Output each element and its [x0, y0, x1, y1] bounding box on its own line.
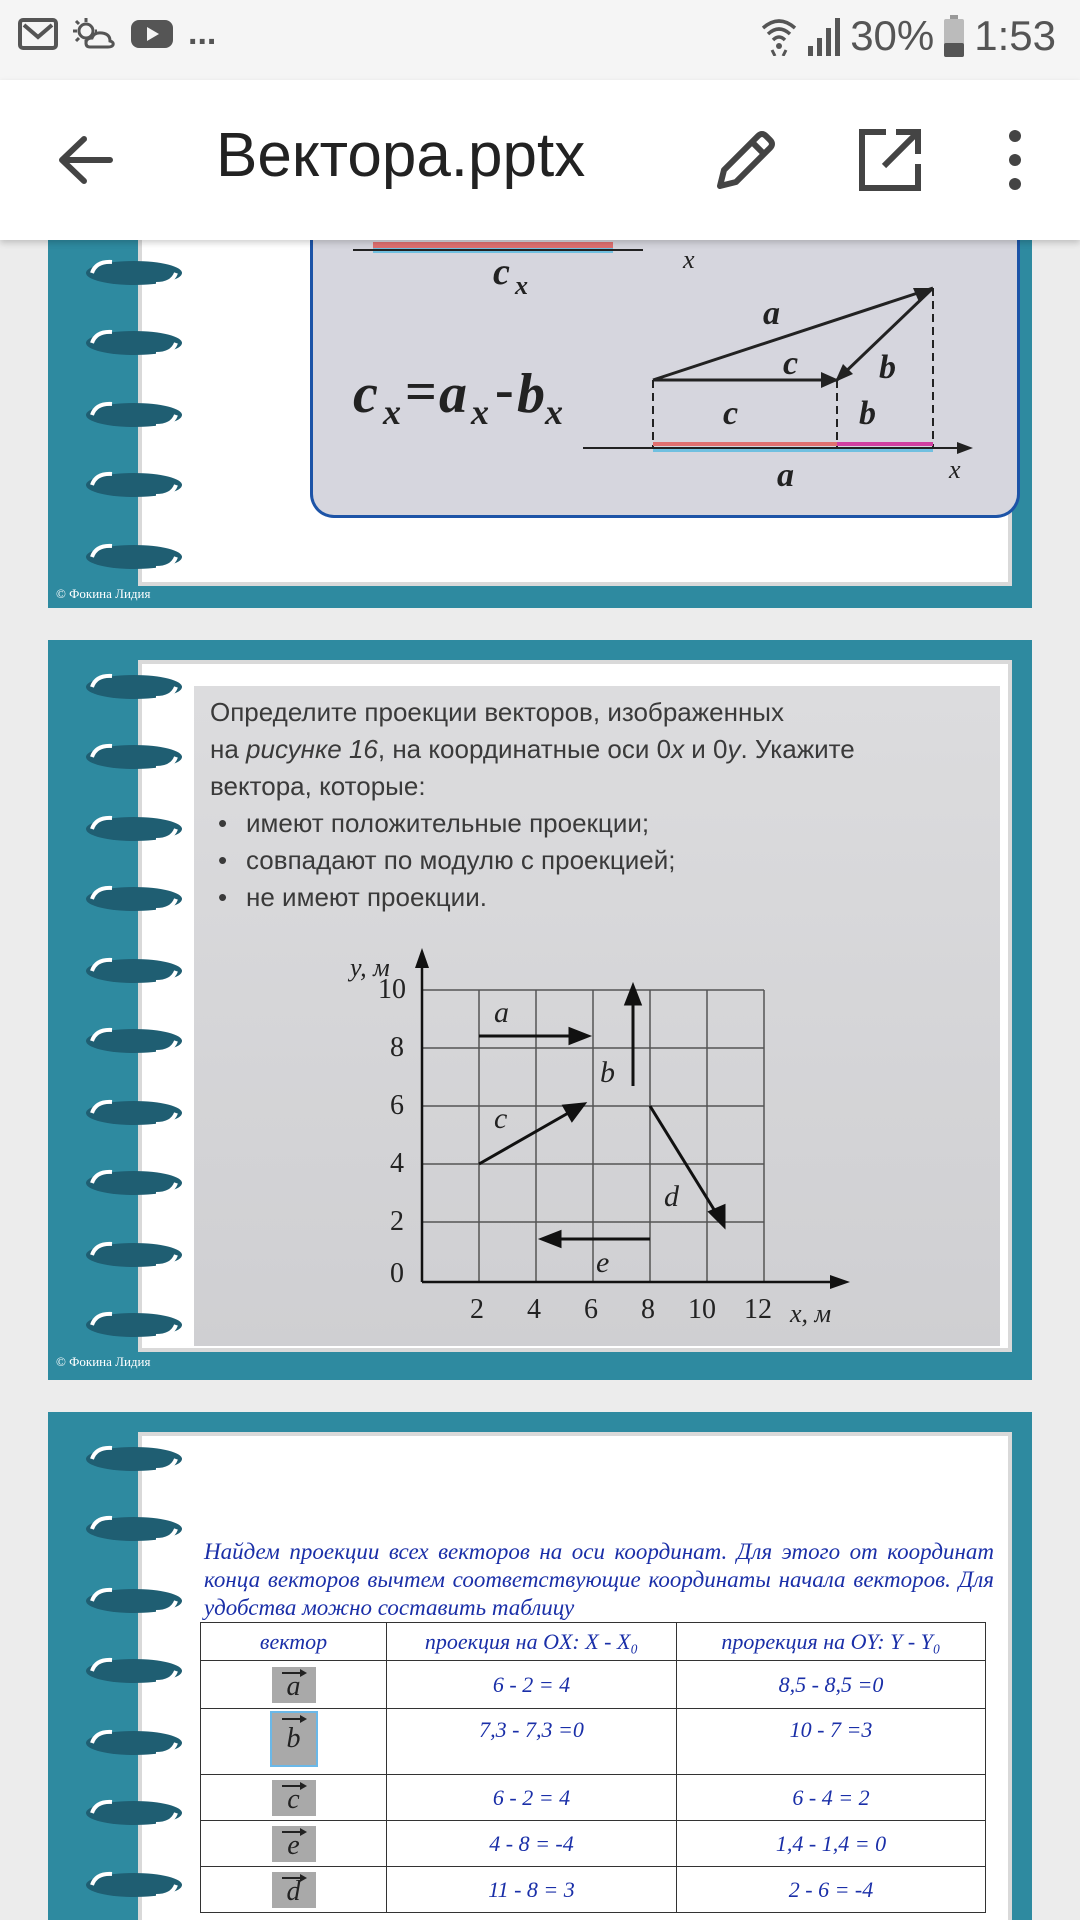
formula-c-sub: x — [383, 392, 401, 432]
binder-ring-icon — [82, 812, 186, 846]
y-tick: 8 — [390, 1032, 404, 1063]
vector-label-d: d — [664, 1180, 679, 1213]
battery-percent: 30% — [850, 12, 935, 59]
label-a: a — [763, 295, 780, 332]
cell-ox: 6 - 2 = 4 — [387, 1661, 677, 1709]
formula-eq: = — [405, 361, 437, 423]
table-row — [201, 1867, 986, 1913]
signal-icon — [806, 16, 842, 56]
table-row — [201, 1709, 986, 1775]
y-tick: 0 — [390, 1258, 404, 1289]
task-bullet: • совпадают по модулю с проекцией; — [210, 842, 990, 879]
slide-3[interactable] — [48, 1412, 1032, 1920]
binder-ring-icon — [82, 1308, 186, 1342]
status-right — [760, 12, 1056, 60]
slide-2-copyright: © Фокина Лидия — [56, 1354, 151, 1369]
formula-minus: - — [495, 359, 514, 421]
header-oy: прорекция на OY: Y - Y₀ — [677, 1623, 986, 1661]
slide-1[interactable] — [48, 240, 1032, 608]
clock: 1:53 — [974, 12, 1056, 59]
x-tick: 12 — [744, 1294, 772, 1325]
binder-ring-icon — [82, 1024, 186, 1058]
y-tick: 6 — [390, 1090, 404, 1121]
slides-scroll-area[interactable] — [0, 240, 1080, 1920]
task-line-2: на рисунке 16, на координатные оси 0x и 0y. Укажите — [210, 734, 855, 764]
label-ax: a — [777, 457, 794, 494]
x-tick: 4 — [527, 1294, 541, 1325]
cell-oy: 1,4 - 1,4 = 0 — [677, 1821, 986, 1867]
task-line-1: Определите проекции векторов, изображенных — [210, 697, 784, 727]
binder-ring-icon — [82, 954, 186, 988]
app-bar — [0, 80, 1080, 240]
projection-table — [200, 1622, 986, 1913]
x-tick: 10 — [688, 1294, 716, 1325]
vector-label-b: b — [600, 1056, 615, 1089]
coordinate-graph — [194, 686, 1000, 1346]
binder-ring-icon — [82, 882, 186, 916]
formula-b: b — [517, 363, 545, 425]
cell-ox: 6 - 2 = 4 — [387, 1775, 677, 1821]
binder-ring-icon — [82, 468, 186, 502]
label-cx-top-sub: x — [515, 271, 528, 300]
more-options-icon[interactable] — [990, 122, 1040, 198]
binder-ring-icon — [82, 1796, 186, 1830]
label-b: b — [879, 349, 896, 386]
formula-a-sub: x — [471, 392, 489, 432]
vector-cell: e — [272, 1826, 316, 1862]
vector-cell-selected[interactable]: b — [272, 1713, 316, 1765]
binder-ring-icon — [82, 670, 186, 704]
header-vector: вектор — [201, 1623, 387, 1661]
binder-ring-icon — [82, 1238, 186, 1272]
task-bullet: • имеют положительные проекции; — [210, 805, 990, 842]
table-row — [201, 1821, 986, 1867]
binder-ring-icon — [82, 1512, 186, 1546]
slide-1-page — [138, 240, 1012, 586]
vector-label-e: e — [596, 1246, 610, 1279]
y-tick: 4 — [390, 1148, 404, 1179]
slide-1-copyright: © Фокина Лидия — [56, 586, 151, 601]
battery-icon — [942, 15, 966, 57]
cell-oy: 2 - 6 = -4 — [677, 1867, 986, 1913]
formula-c: c — [353, 363, 378, 425]
slide-2[interactable] — [48, 640, 1032, 1380]
label-x-bottom: x — [949, 455, 961, 484]
youtube-icon — [130, 17, 174, 51]
weather-icon — [72, 17, 116, 51]
binder-ring-icon — [82, 1584, 186, 1618]
binder-ring-icon — [82, 540, 186, 574]
cell-ox: 11 - 8 = 3 — [387, 1867, 677, 1913]
binder-ring-icon — [82, 1442, 186, 1476]
slide-1-photo — [310, 240, 1020, 518]
binder-ring-icon — [82, 740, 186, 774]
edit-pencil-icon[interactable] — [708, 122, 784, 198]
y-tick: 10 — [378, 974, 406, 1005]
cell-ox: 4 - 8 = -4 — [387, 1821, 677, 1867]
label-cx-top: c — [493, 251, 510, 293]
status-overflow: ... — [188, 14, 217, 52]
formula-b-sub: x — [545, 392, 563, 432]
x-tick: 8 — [641, 1294, 655, 1325]
binder-ring-icon — [82, 256, 186, 290]
binder-ring-icon — [82, 1868, 186, 1902]
vector-cell: a — [272, 1667, 316, 1703]
table-row — [201, 1775, 986, 1821]
vector-subtraction-figure — [313, 240, 1017, 514]
binder-ring-icon — [82, 1096, 186, 1130]
x-tick: 6 — [584, 1294, 598, 1325]
back-arrow-icon[interactable] — [50, 125, 120, 195]
label-cx: c — [723, 395, 739, 432]
binder-ring-icon — [82, 1726, 186, 1760]
x-tick: 2 — [470, 1294, 484, 1325]
header-ox: проекция на OX: X - X₀ — [387, 1623, 677, 1661]
y-tick: 2 — [390, 1206, 404, 1237]
binder-ring-icon — [82, 398, 186, 432]
binder-ring-icon — [82, 1654, 186, 1688]
vector-label-c: c — [494, 1102, 508, 1135]
label-c: c — [783, 345, 799, 382]
wifi-icon — [760, 16, 798, 56]
binder-ring-icon — [82, 326, 186, 360]
vector-label-a: a — [494, 996, 509, 1029]
binder-ring-icon — [82, 1166, 186, 1200]
table-row — [201, 1661, 986, 1709]
slide-3-intro: Найдем проекции всех векторов на оси координат. Для этого от координат конца векторов вычтем соответствующие координаты начала векторов. Для удобства можно составить таблицу — [204, 1539, 994, 1620]
task-bullet: • не имеют проекции. — [210, 879, 990, 916]
slide-2-photo — [194, 686, 1000, 1346]
cell-ox: 7,3 - 7,3 =0 — [387, 1709, 677, 1775]
vector-cell: c — [272, 1780, 316, 1816]
cell-oy: 10 - 7 =3 — [677, 1709, 986, 1775]
cell-oy: 8,5 - 8,5 =0 — [677, 1661, 986, 1709]
document-title: Вектора.pptx — [216, 121, 586, 190]
vector-cell: d — [272, 1872, 316, 1908]
status-left — [18, 14, 216, 53]
task-line-3: вектора, которые: — [210, 771, 426, 801]
label-x-top: x — [683, 245, 695, 274]
status-bar — [0, 0, 1080, 80]
cell-oy: 6 - 4 = 2 — [677, 1775, 986, 1821]
label-bx: b — [859, 395, 876, 432]
y-axis-label: y, м — [350, 953, 390, 982]
table-header-row — [201, 1623, 986, 1661]
x-axis-label: x, м — [790, 1299, 832, 1328]
formula-a: a — [439, 363, 467, 425]
gmail-icon — [18, 17, 58, 51]
open-external-icon[interactable] — [852, 122, 928, 198]
